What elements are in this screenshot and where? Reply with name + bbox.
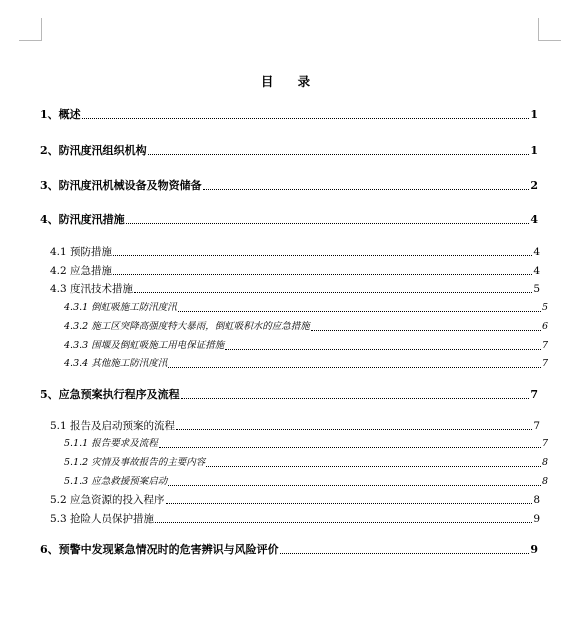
toc-entry-label: 4.1 预防措施 xyxy=(50,246,113,258)
toc-entry-page: 8 xyxy=(541,476,548,487)
toc-entry-4-3-3[interactable] xyxy=(64,339,548,353)
toc-entry-label: 4.3.2 施工区突降高强度特大暴雨，倒虹吸积水的应急措施 xyxy=(64,321,310,332)
toc-entry-5[interactable] xyxy=(40,388,538,402)
toc-entry-page: 1 xyxy=(530,108,538,121)
dot-leader xyxy=(176,429,532,430)
toc-entry-5-1-3[interactable] xyxy=(64,475,548,489)
toc-entry-page: 7 xyxy=(533,420,540,432)
toc-entry-label: 5.2 应急资源的投入程序 xyxy=(50,494,165,506)
dot-leader xyxy=(155,522,532,523)
toc-entry-3[interactable] xyxy=(40,179,538,193)
toc-entry-page: 1 xyxy=(530,144,538,157)
toc-entry-5-1-1[interactable] xyxy=(64,437,548,451)
toc-entry-2[interactable] xyxy=(40,144,538,158)
toc-entry-4-3[interactable] xyxy=(50,282,540,296)
toc-entry-4-2[interactable] xyxy=(50,264,540,278)
toc-entry-label: 2、防汛度汛组织机构 xyxy=(40,144,147,157)
toc-entry-label: 5.1.2 灾情及事故报告的主要内容 xyxy=(64,457,206,468)
toc-entry-page: 7 xyxy=(541,358,548,369)
toc-entry-label: 5.3 抢险人员保护措施 xyxy=(50,513,155,525)
crop-mark-top-right xyxy=(538,18,561,41)
dot-leader xyxy=(159,447,541,448)
toc-entry-page: 7 xyxy=(530,388,538,401)
toc-entry-5-2[interactable] xyxy=(50,493,540,507)
toc-entry-page: 4 xyxy=(533,265,540,277)
toc-entry-5-1-2[interactable] xyxy=(64,456,548,470)
toc-entry-page: 7 xyxy=(541,340,548,351)
toc-entry-page: 4 xyxy=(533,246,540,258)
dot-leader xyxy=(166,503,533,504)
toc-title: 目 录 xyxy=(260,74,321,89)
dot-leader xyxy=(134,292,532,293)
toc-entry-5-1[interactable] xyxy=(50,419,540,433)
dot-leader xyxy=(168,485,541,486)
dot-leader xyxy=(126,223,530,224)
dot-leader xyxy=(280,553,530,554)
dot-leader xyxy=(206,466,541,467)
dot-leader xyxy=(311,330,541,331)
toc-entry-page: 5 xyxy=(541,302,548,313)
dot-leader xyxy=(113,255,532,256)
toc-entry-label: 4、防汛度汛措施 xyxy=(40,213,125,226)
dot-leader xyxy=(168,367,541,368)
toc-entry-4-3-1[interactable] xyxy=(64,301,548,315)
toc-entry-label: 4.3.1 倒虹吸施工防汛度汛 xyxy=(64,302,177,313)
dot-leader xyxy=(225,349,541,350)
toc-entry-label: 5.1.1 报告要求及流程 xyxy=(64,438,158,449)
toc-entry-page: 5 xyxy=(533,283,540,295)
toc-entry-page: 8 xyxy=(541,457,548,468)
toc-entry-label: 5.1 报告及启动预案的流程 xyxy=(50,420,176,432)
toc-entry-page: 9 xyxy=(533,513,540,525)
toc-entry-page: 4 xyxy=(530,213,538,226)
toc-entry-label: 4.3 度汛技术措施 xyxy=(50,283,134,295)
toc-entry-label: 1、概述 xyxy=(40,108,81,121)
toc-entry-label: 4.3.3 围堰及倒虹吸施工用电保证措施 xyxy=(64,340,225,351)
toc-entry-4-1[interactable] xyxy=(50,245,540,259)
toc-entry-page: 7 xyxy=(541,438,548,449)
dot-leader xyxy=(113,274,532,275)
toc-entry-page: 6 xyxy=(541,321,548,332)
toc-entry-1[interactable] xyxy=(40,108,538,122)
dot-leader xyxy=(178,311,541,312)
crop-mark-top-left xyxy=(19,18,42,41)
toc-entry-4[interactable] xyxy=(40,213,538,227)
toc-entry-label: 3、防汛度汛机械设备及物资储备 xyxy=(40,179,202,192)
toc-entry-label: 5.1.3 应急救援预案启动 xyxy=(64,476,168,487)
toc-entry-label: 4.2 应急措施 xyxy=(50,265,113,277)
toc-entry-label: 6、预警中发现紧急情况时的危害辨识与风险评价 xyxy=(40,543,279,556)
toc-entry-6[interactable] xyxy=(40,543,538,557)
dot-leader xyxy=(148,154,530,155)
toc-entry-page: 2 xyxy=(530,179,538,192)
toc-entry-4-3-4[interactable] xyxy=(64,357,548,371)
dot-leader xyxy=(203,189,530,190)
toc-entry-page: 8 xyxy=(533,494,540,506)
toc-entry-page: 9 xyxy=(530,543,538,556)
dot-leader xyxy=(181,398,530,399)
toc-entry-5-3[interactable] xyxy=(50,512,540,526)
dot-leader xyxy=(82,118,530,119)
toc-entry-label: 5、应急预案执行程序及流程 xyxy=(40,388,180,401)
toc-entry-label: 4.3.4 其他施工防汛度汛 xyxy=(64,358,168,369)
toc-entry-4-3-2[interactable] xyxy=(64,320,548,334)
